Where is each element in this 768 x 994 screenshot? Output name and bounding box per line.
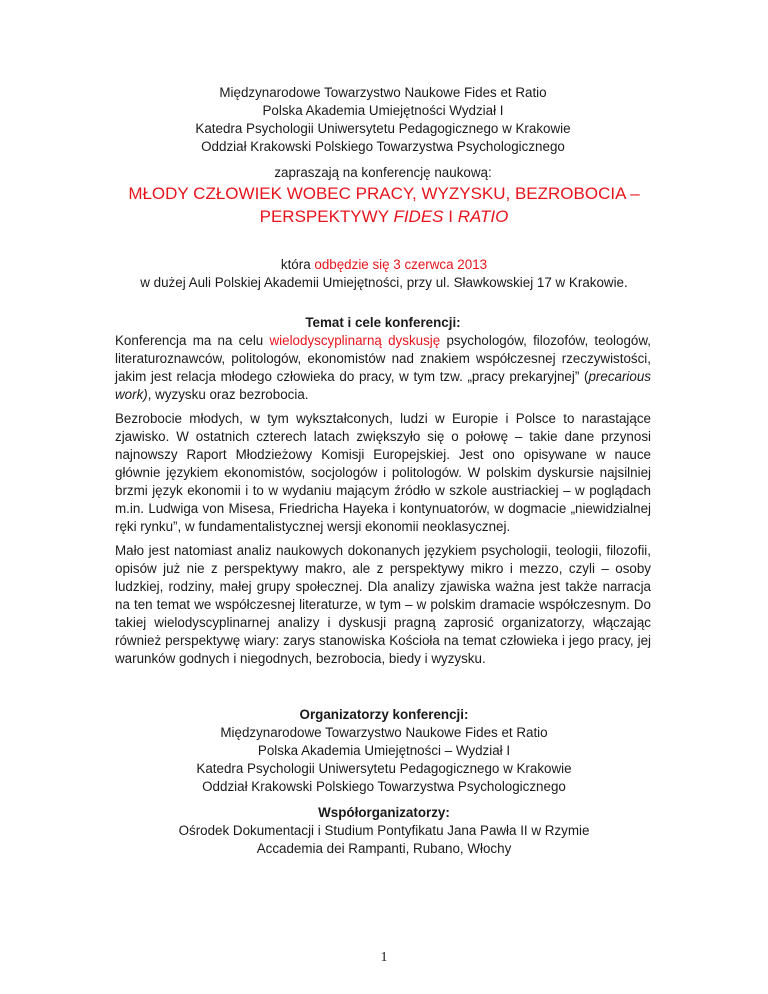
- date-pre: która: [280, 257, 315, 272]
- coorganizers-heading: Współorganizatorzy:: [318, 805, 450, 820]
- title-line-2: [60, 205, 708, 228]
- invite-line: zapraszają na konferencję naukową:: [274, 165, 492, 180]
- organizers-heading: Organizatorzy konferencji:: [299, 707, 469, 722]
- header-organizer-3: Katedra Psychologii Uniwersytetu Pedagogicznego w Krakowie: [195, 121, 571, 136]
- organizer-item: Oddział Krakowski Polskiego Towarzystwa Psychologicznego: [202, 779, 566, 794]
- organizer-item: Międzynarodowe Towarzystwo Naukowe Fides et Ratio: [220, 725, 548, 740]
- date-line: [60, 256, 708, 274]
- p1-italic: precarious work): [115, 369, 651, 402]
- p1-post: psychologów, filozofów, teologów, literaturoznawców, politologów, ekonomistów nad znakiem współczesnej rzeczywistości, jakim jest relacja młodego człowieka do pracy, w tym tzw. „pracy prekaryjnej” (: [115, 333, 651, 384]
- coorganizer-item: Ośrodek Dokumentacji i Studium Pontyfikatu Jana Pawła II w Rzymie: [178, 823, 590, 838]
- header-organizer-2: Polska Akademia Umiejętności Wydział I: [262, 103, 504, 118]
- theme-paragraph-1: [115, 332, 651, 404]
- title-fides: FIDES: [393, 207, 444, 226]
- location-line: w dużej Auli Polskiej Akademii Umiejętności, przy ul. Sławkowskiej 17 w Krakowie.: [140, 275, 628, 290]
- title-i: I: [443, 207, 458, 226]
- p1-highlight: wielodyscyplinarną dyskusję: [269, 333, 441, 348]
- theme-heading: Temat i cele konferencji:: [305, 315, 461, 330]
- header-organizers: [115, 84, 651, 156]
- organizers-section: [60, 706, 708, 796]
- coorganizer-item: Accademia dei Rampanti, Rubano, Włochy: [256, 841, 512, 856]
- theme-paragraph-3: Mało jest natomiast analiz naukowych dokonanych językiem psychologii, teologii, filozofii, opisów już nie z perspektywy makro, ale z perspektywy mikro i mezzo, czyli – osoby ludzkiej, rodziny, małej grupy społecznej. Dla analizy zjawiska ważna jest także narracja na ten temat we współczesnej literaturze, w tym – w polskim dramacie współczesnym. Do takiej wielodyscyplinarnej analizy i dyskusji pragną zaprosić organizatorzy, włączając również perspektywę wiary: zarys stanowiska Kościoła na temat człowieka i jego pracy, jej warunków godnych i niegodnych, bezrobocia, biedy i wyzysku.: [115, 543, 651, 666]
- header-organizer-1: Międzynarodowe Towarzystwo Naukowe Fides et Ratio: [219, 85, 547, 100]
- title-ratio: RATIO: [457, 207, 509, 226]
- theme-section: [115, 314, 651, 668]
- organizer-item: Polska Akademia Umiejętności – Wydział I: [257, 743, 511, 758]
- page-number: 1: [380, 950, 388, 965]
- coorganizers-section: [60, 804, 708, 858]
- header-organizer-4: Oddział Krakowski Polskiego Towarzystwa Psychologicznego: [201, 139, 565, 154]
- date-block: [60, 256, 708, 292]
- title-perspektywy: PERSPEKTYWY: [259, 207, 394, 226]
- p1-pre: Konferencja ma na celu: [115, 333, 270, 348]
- organizer-item: Katedra Psychologii Uniwersytetu Pedagogicznego w Krakowie: [196, 761, 572, 776]
- date-highlight: odbędzie się 3 czerwca 2013: [314, 257, 488, 272]
- p1-end: , wyzysku oraz bezrobocia.: [147, 387, 309, 402]
- theme-paragraph-2: Bezrobocie młodych, w tym wykształconych, ludzi w Europie i Polsce to narastające zjawisko. W ostatnich czterech latach zwiększyło się o połowę – takie dane przynosi najnowszy Raport Młodzieżowy Komisji Europejskiej. Jest ono opisywane w nauce głównie językiem ekonomistów, socjologów i politologów. W polskim dyskursie najsilniej brzmi język ekonomii i to w wydaniu mającym źródło w szkole austriackiej – w poglądach m.in. Ludwiga von Misesa, Friedricha Hayeka i kontynuatorów, w dogmacie „niewidzialnej ręki rynku”, w fundamentalistycznej wersji ekonomii neoklasycznej.: [115, 411, 651, 534]
- title-line-1: MŁODY CZŁOWIEK WOBEC PRACY, WYZYSKU, BEZROBOCIA –: [128, 184, 640, 203]
- invite-text: [115, 164, 651, 182]
- conference-title: [60, 182, 708, 228]
